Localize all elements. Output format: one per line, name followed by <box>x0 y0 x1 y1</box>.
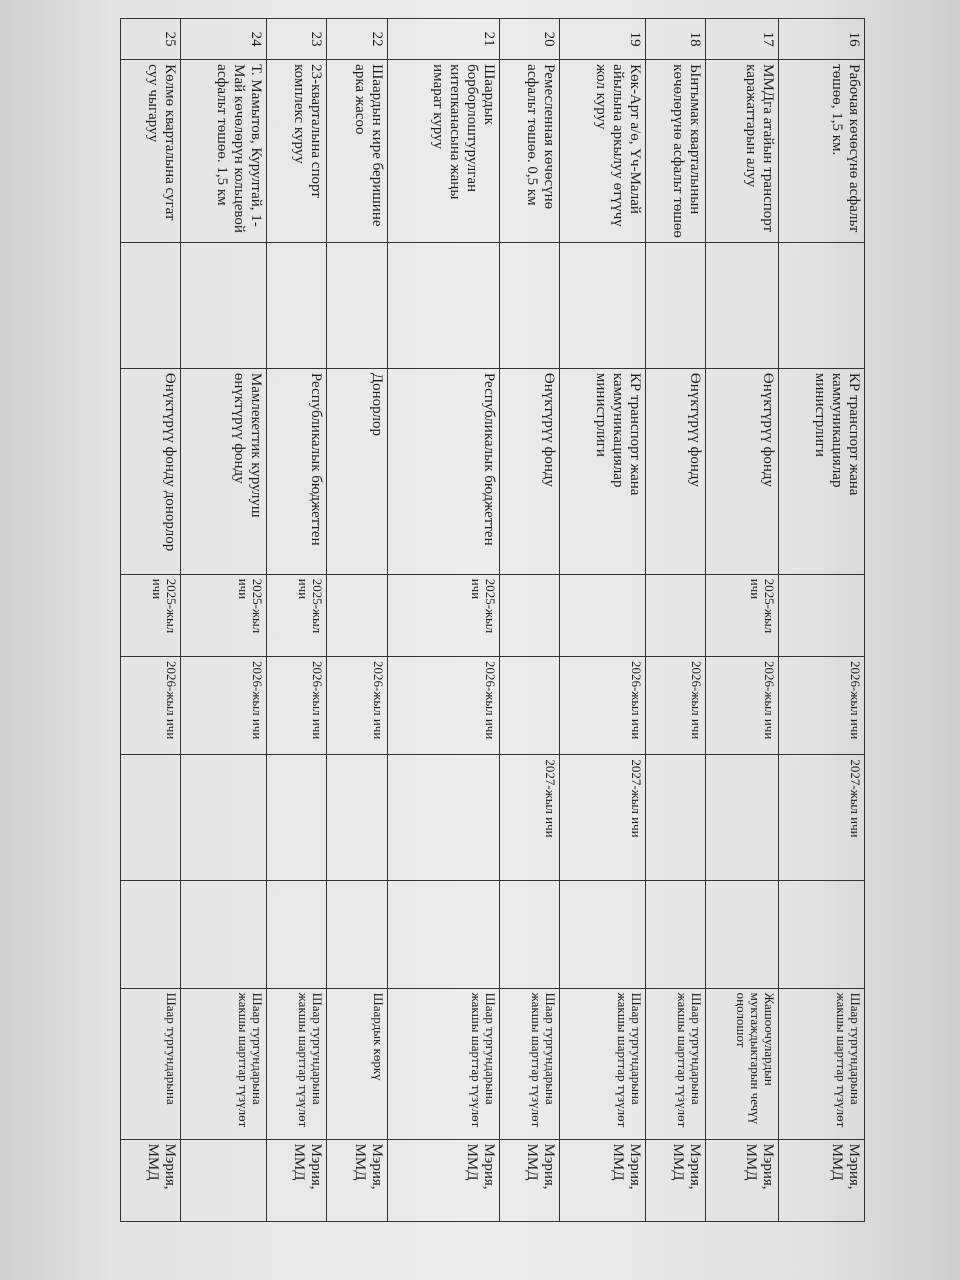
project-name: Т. Мамытов, Курултай, 1- Май көчөлөрүн кольцевой асфальт төшөө. 1,5 км <box>181 60 267 243</box>
empty-cell <box>778 243 864 369</box>
plan-table <box>120 18 865 1222</box>
project-name: Ынтымак кварталынын көчөлөрүнө асфальт төшөө <box>646 60 706 243</box>
year-2027 <box>121 755 181 881</box>
responsible <box>181 1139 267 1221</box>
row-number: 22 <box>327 19 387 60</box>
year-2027 <box>387 755 499 881</box>
funding-source: КР транспорт жана каммуникациялар министрлиги <box>778 368 864 574</box>
table-row <box>121 19 181 1222</box>
year-2027 <box>327 755 387 881</box>
year-2025 <box>327 574 387 656</box>
responsible: Мэрия, ММД <box>267 1139 327 1221</box>
empty-cell <box>267 881 327 988</box>
year-2026: 2026-жыл ичи <box>778 657 864 755</box>
year-2027 <box>646 755 706 881</box>
row-number: 23 <box>267 19 327 60</box>
year-2027 <box>706 755 778 881</box>
expected-result: Шаар тургундарына <box>121 988 181 1139</box>
responsible: Мэрия, ММД <box>646 1139 706 1221</box>
project-name: ММДга атайын транспорт каражаттарын алуу <box>706 60 778 243</box>
expected-result: Жашоочулардын муктаждыктарын чечүү оңолошот <box>706 988 778 1139</box>
year-2025 <box>778 574 864 656</box>
expected-result: Шаар тургундарына жакшы шарттар түзүлөт <box>181 988 267 1139</box>
responsible: Мэрия, ММД <box>387 1139 499 1221</box>
year-2026: 2026-жыл ичи <box>181 657 267 755</box>
year-2027: 2027-жыл ичи <box>778 755 864 881</box>
year-2025: 2025-жыл ичи <box>267 574 327 656</box>
expected-result: Шаар тургундарына жакшы шарттар түзүлөт <box>560 988 646 1139</box>
empty-cell <box>499 243 559 369</box>
project-name: Ремесленная көчөсүнө асфальт төшөө. 0,5 км <box>499 60 559 243</box>
table-row <box>387 19 499 1222</box>
year-2026: 2026-жыл ичи <box>327 657 387 755</box>
empty-cell <box>387 243 499 369</box>
empty-cell <box>560 243 646 369</box>
expected-result: Шаар тургундарына жакшы шарттар түзүлөт <box>499 988 559 1139</box>
year-2026 <box>499 657 559 755</box>
empty-cell <box>327 881 387 988</box>
funding-source: Донорлор <box>327 368 387 574</box>
empty-cell <box>499 881 559 988</box>
row-number: 16 <box>778 19 864 60</box>
project-name: Көк-Арт а/ө, Үч-Малай айылына аркылуу өтүүчү жол куруу <box>560 60 646 243</box>
empty-cell <box>706 243 778 369</box>
expected-result: Шаар тургундарына жакшы шарттар түзүлөт <box>387 988 499 1139</box>
empty-cell <box>327 243 387 369</box>
year-2025: 2025-жыл ичи <box>181 574 267 656</box>
project-name: Шаардын кире беришине арка жасоо <box>327 60 387 243</box>
funding-source: Өнүктүрүү фонду <box>646 368 706 574</box>
row-number: 25 <box>121 19 181 60</box>
project-name: Көлмө кварталына сугат суу чыгаруу <box>121 60 181 243</box>
expected-result: Шаардык көркү <box>327 988 387 1139</box>
row-number: 17 <box>706 19 778 60</box>
responsible: Мэрия, ММД <box>327 1139 387 1221</box>
table-row <box>706 19 778 1222</box>
year-2025 <box>499 574 559 656</box>
row-number: 18 <box>646 19 706 60</box>
empty-cell <box>121 243 181 369</box>
empty-cell <box>706 881 778 988</box>
expected-result: Шаар тургундарына жакшы шарттар түзүлөт <box>646 988 706 1139</box>
responsible: Мэрия, ММД <box>706 1139 778 1221</box>
table-row <box>327 19 387 1222</box>
table-row <box>646 19 706 1222</box>
year-2026: 2026-жыл ичи <box>646 657 706 755</box>
year-2027 <box>267 755 327 881</box>
year-2026: 2026-жыл ичи <box>121 657 181 755</box>
funding-source: Өнүктүрүү фонду <box>706 368 778 574</box>
funding-source: Өнүктүрүү фонду <box>499 368 559 574</box>
funding-source: Республикалык бюджеттен <box>387 368 499 574</box>
empty-cell <box>387 881 499 988</box>
empty-cell <box>121 881 181 988</box>
empty-cell <box>181 881 267 988</box>
project-name: Шаардык борборлоштурулган китепканасына жаңы имарат куруу <box>387 60 499 243</box>
empty-cell <box>267 243 327 369</box>
row-number: 19 <box>560 19 646 60</box>
year-2025 <box>646 574 706 656</box>
empty-cell <box>560 881 646 988</box>
year-2026: 2026-жыл ичи <box>706 657 778 755</box>
project-name: Рабочая көчөсүнө асфальт төшөө, 1,5 км. <box>778 60 864 243</box>
expected-result: Шаар тургундарына жакшы шарттар түзүлөт <box>778 988 864 1139</box>
table-row <box>181 19 267 1222</box>
table-body <box>121 19 865 1222</box>
document-sheet <box>120 18 865 1222</box>
year-2027: 2027-жыл ичи <box>499 755 559 881</box>
table-row <box>499 19 559 1222</box>
year-2025: 2025-жыл ичи <box>706 574 778 656</box>
funding-source: Мамлекеттик курулуш өнүктүрүү фонду <box>181 368 267 574</box>
year-2026: 2026-жыл ичи <box>387 657 499 755</box>
year-2025: 2025-жыл ичи <box>121 574 181 656</box>
responsible: Мэрия, ММД <box>499 1139 559 1221</box>
year-2025 <box>560 574 646 656</box>
table-row <box>778 19 864 1222</box>
row-number: 21 <box>387 19 499 60</box>
row-number: 20 <box>499 19 559 60</box>
responsible: Мэрия, ММД <box>778 1139 864 1221</box>
funding-source: Республикалык бюджеттен <box>267 368 327 574</box>
year-2026: 2026-жыл ичи <box>267 657 327 755</box>
empty-cell <box>778 881 864 988</box>
funding-source: КР транспорт жана каммуникациялар министрлиги <box>560 368 646 574</box>
project-name: 23-кварталына спорт комплекс куруу <box>267 60 327 243</box>
year-2027: 2027-жыл ичи <box>560 755 646 881</box>
responsible: Мэрия, ММД <box>560 1139 646 1221</box>
expected-result: Шаар тургундарына жакшы шарттар түзүлөт <box>267 988 327 1139</box>
year-2027 <box>181 755 267 881</box>
funding-source: Өнүктүрүү фонду донорлор <box>121 368 181 574</box>
row-number: 24 <box>181 19 267 60</box>
table-row <box>267 19 327 1222</box>
year-2026: 2026-жыл ичи <box>560 657 646 755</box>
empty-cell <box>646 881 706 988</box>
year-2025: 2025-жыл ичи <box>387 574 499 656</box>
table-row <box>560 19 646 1222</box>
empty-cell <box>181 243 267 369</box>
empty-cell <box>646 243 706 369</box>
responsible: Мэрия, ММД <box>121 1139 181 1221</box>
